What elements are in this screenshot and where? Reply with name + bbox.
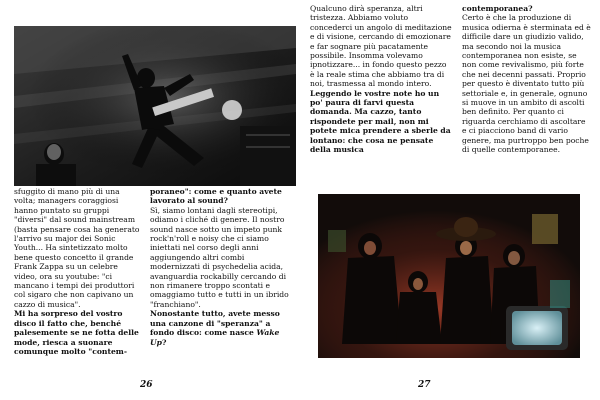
answer-text: sfuggito di mano più di una volta; managers coraggiosi hanno puntato su gruppi "diversi" dal sound mainstream (basta pensare cosa ha generato l'arrivo su major dei Sonic Youth... Ha sintetizzato molto bene questo concetto il grande Frank Zappa su un celebre video, ora su youtube: "ci mancano i tempi dei produttori col sigaro che non capivano un cazzo di musica". [14,187,140,309]
page-number: 27 [418,380,431,390]
concert-stage-photo [14,26,296,186]
band-group-photo [318,194,580,358]
answer-text: Qualcuno dirà speranza, altri tristezza. Abbiamo voluto concederci un angolo di meditazione e di visione, cercando di emozionare e far sognare più pacatamente possibile. Insomma volevamo ipnotizzare... in fondo questo pezzo è la reale stima che abbiamo tra di noi, trasmessa al mondo intero. [310,4,452,89]
question-text [150,309,290,347]
answer-text: Certo è che la produzione di musica odierna è sterminata ed è difficile dare un giudizio valido, ma secondo noi la musica contemporanea non esiste, se non come revivalismo, più forte che nei decenni passati. Proprio per questo è diventato tutto più settoriale e, in generale, ognuno si muove in un ambito di ascolti ben definito. Per quanto ci riguarda cerchiamo di ascoltare e ci piacciono band di vario genere, ma purtroppo ben poche di quelle contemporanee. [462,13,591,155]
question-text: poraneo": come e quanto avete lavorato al sound? [150,187,282,206]
answer-text: Sì, siamo lontani dagli stereotipi, odiamo i cliché di genere. Il nostro sound nasce sotto un impeto punk rock'n'roll e noisy che ci siamo iniettati nel corso degli anni aggiungendo altri combi modernizzati di psychedelia acida, avanguardia rockabilly cercando di non rimanere troppo scontati e omaggiamo tutto e tutti in un ibrido "franchiano". [150,205,289,309]
question-text: Leggendo le vostre note ho un po' paura di farvi questa domanda. Ma cazzo, tanto rispondete per mail, non mi potete mica prendere a sberle da lontano: che cosa ne pensate della musica [310,88,451,155]
right-page [300,0,600,400]
left-column-1 [14,187,142,356]
right-column-1 [310,4,452,155]
song-title: Wake Up [150,328,280,347]
question-text: Mi ha sorpreso del vostro disco il fatto che, benché palesemente se ne fotta delle mode, riesca a suonare comunque molto "contem- [14,309,139,356]
page-number: 26 [140,380,153,390]
left-column-2 [150,187,290,347]
concert-photo-graphic [14,26,296,186]
right-column-2 [462,4,592,155]
question-text: contemporanea? [462,4,533,13]
question-text-part: Nonostante tutto, avete messo una canzone di "speranza" a fondo disco: come nasce [150,309,280,338]
question-text-part: ? [161,337,167,347]
band-photo-graphic [318,194,580,358]
